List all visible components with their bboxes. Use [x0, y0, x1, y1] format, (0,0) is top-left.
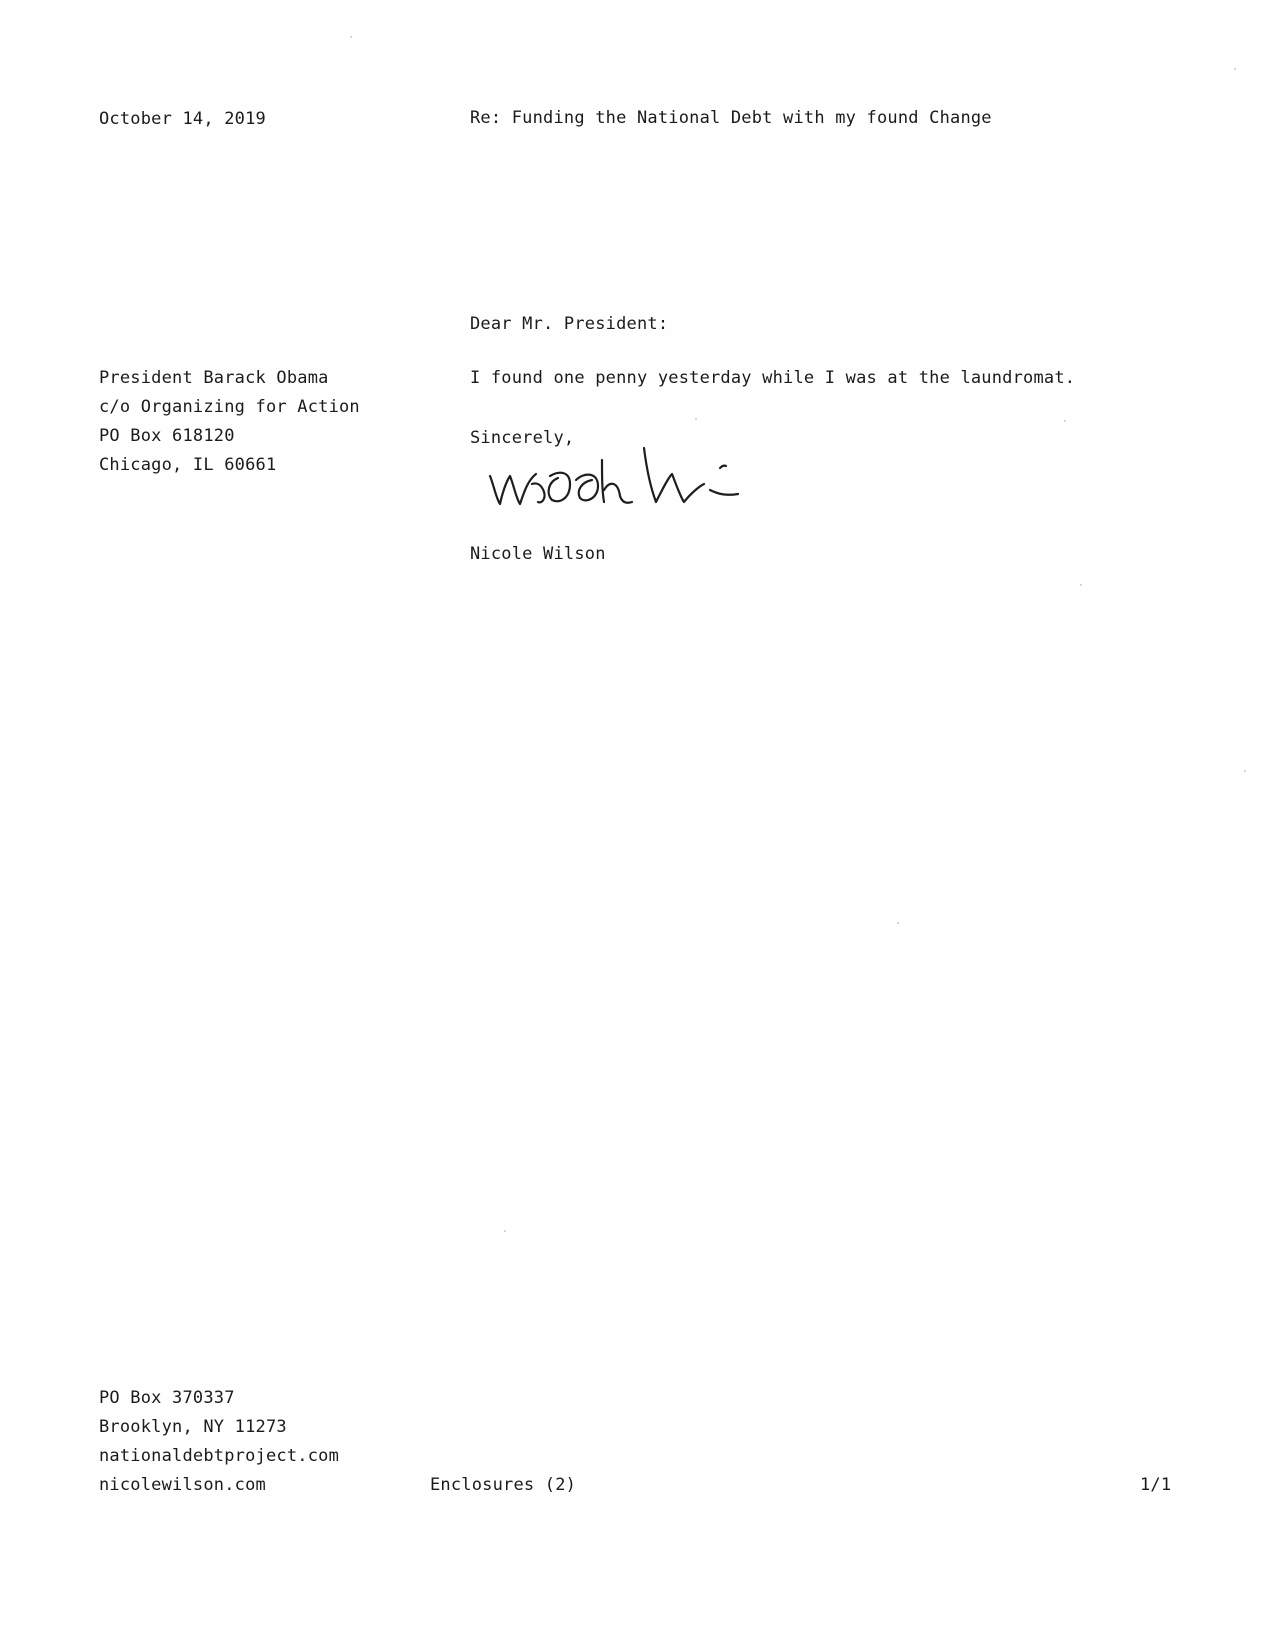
- closing: Sincerely,: [470, 428, 575, 448]
- scan-speck: [350, 36, 352, 38]
- scan-speck: [695, 418, 697, 420]
- recipient-name: President Barack Obama: [99, 368, 329, 388]
- recipient-organization: c/o Organizing for Action: [99, 397, 360, 417]
- scan-speck: [897, 922, 899, 924]
- scan-speck: [1064, 420, 1066, 422]
- recipient-city: Chicago, IL 60661: [99, 455, 277, 475]
- letter-subject: Re: Funding the National Debt with my found Change: [470, 108, 992, 128]
- signer-name: Nicole Wilson: [470, 544, 606, 564]
- letter-body: I found one penny yesterday while I was at the laundromat.: [470, 368, 1076, 388]
- scan-speck: [1080, 584, 1082, 586]
- letter-date: October 14, 2019: [99, 109, 266, 129]
- scan-speck: [1244, 770, 1246, 772]
- recipient-po-box: PO Box 618120: [99, 426, 235, 446]
- sender-address: [99, 1384, 339, 1500]
- recipient-address: [99, 364, 360, 480]
- page-number: 1/1: [1140, 1475, 1172, 1495]
- sender-po-box: PO Box 370337: [99, 1388, 235, 1408]
- sender-personal-website: nicolewilson.com: [99, 1475, 266, 1495]
- sender-city: Brooklyn, NY 11273: [99, 1417, 287, 1437]
- scan-speck: [504, 1230, 506, 1232]
- enclosures-note: Enclosures (2): [430, 1475, 577, 1495]
- handwritten-signature: [486, 446, 756, 516]
- sender-project-website: nationaldebtproject.com: [99, 1446, 340, 1466]
- scan-speck: [1234, 68, 1236, 70]
- salutation: Dear Mr. President:: [470, 314, 669, 334]
